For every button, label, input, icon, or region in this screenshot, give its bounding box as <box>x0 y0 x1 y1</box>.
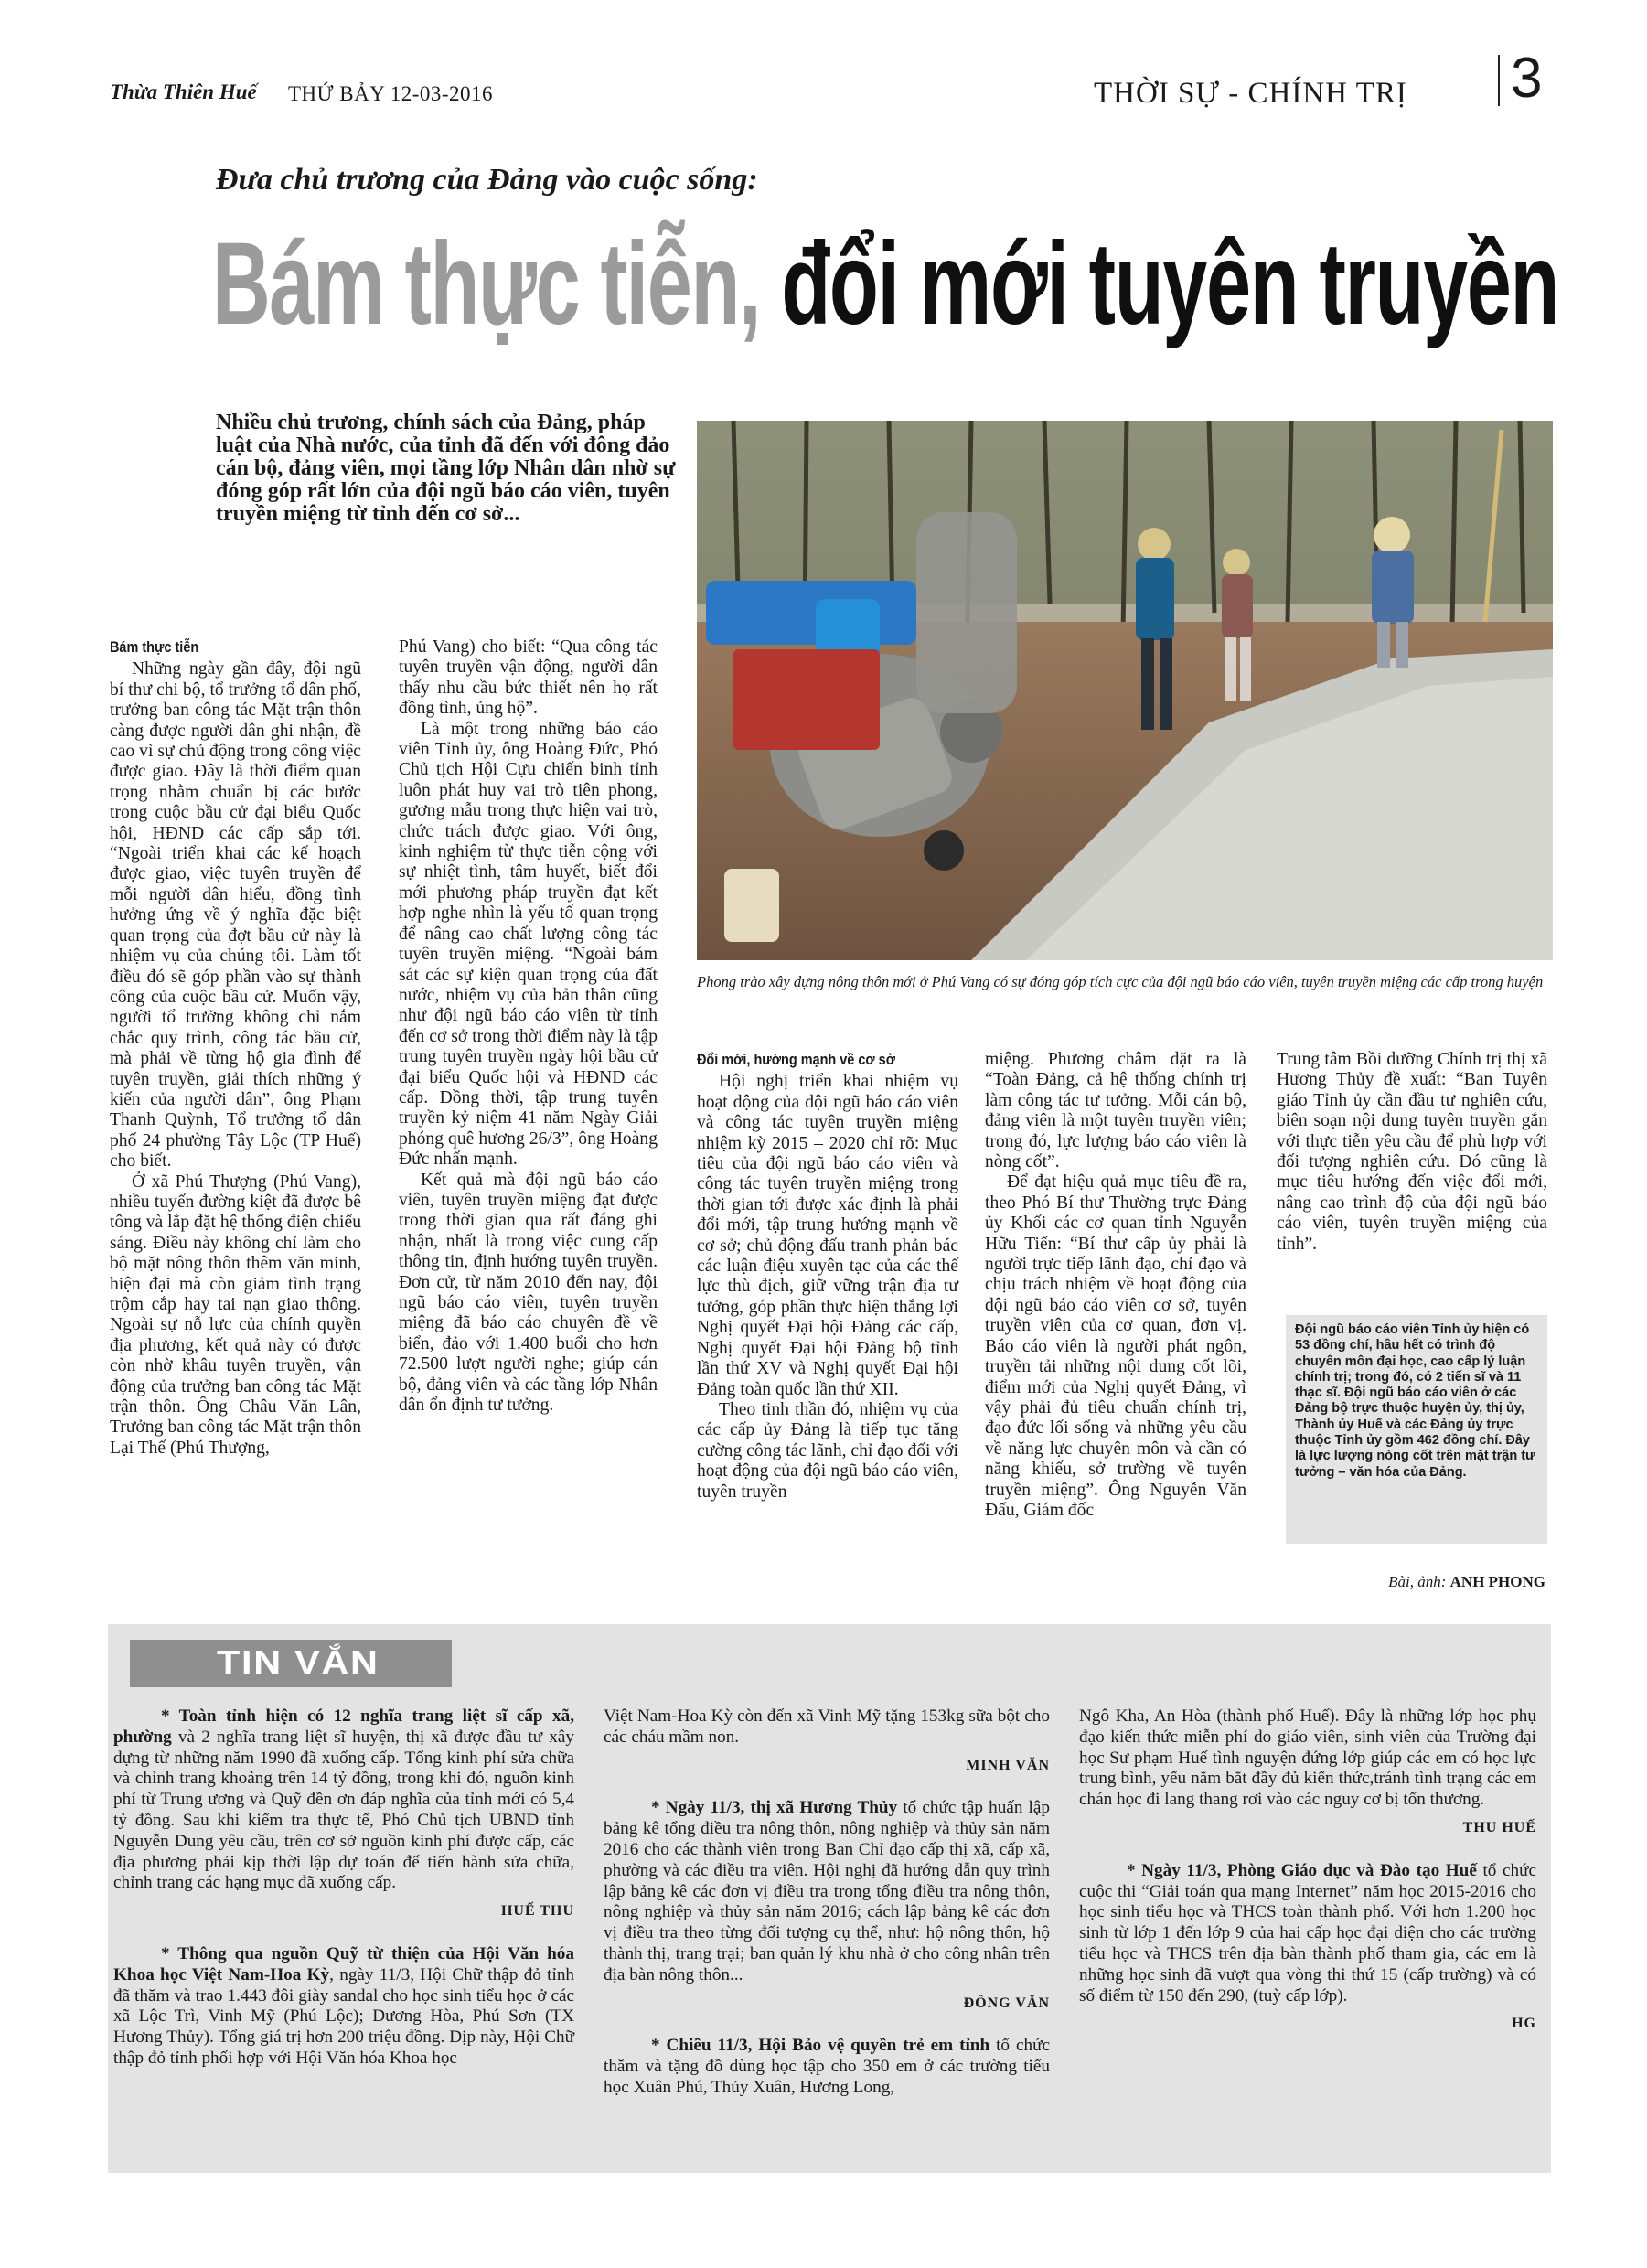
brief-item <box>604 1706 1050 1776</box>
article-photo <box>697 421 1553 960</box>
brief-item <box>113 1944 574 2070</box>
brief-item <box>1079 1706 1536 1839</box>
brief-signature: HG <box>1512 2016 1536 2032</box>
article-column-2 <box>399 637 658 1416</box>
brief-lead: * Toàn tỉnh hiện có 12 nghĩa trang liệt sĩ cấp xã, phường <box>113 1706 574 1747</box>
article-lead: Nhiều chủ trương, chính sách của Đảng, pháp luật của Nhà nước, của tỉnh đã đến với đông đảo cán bộ, đảng viên, mọi tầng lớp Nhân dân nhờ sự đóng góp rất lớn của đội ngũ báo cáo viên, tuyên truyền miệng từ tỉnh đến cơ sở... <box>216 411 676 526</box>
article-column-1 <box>110 637 361 1459</box>
brief-text: Việt Nam-Hoa Kỳ còn đến xã Vinh Mỹ tặng 153kg sữa bột cho các cháu mầm non. <box>604 1706 1050 1747</box>
brief-item <box>1079 1861 1536 2035</box>
brief-text: Ngô Kha, An Hòa (thành phố Huế). Đây là những lớp học phụ đạo kiến thức miễn phí do giáo viên, sinh viên của Trường đại học Sư phạm Huế tình nguyện đứng lớp giúp các em có học lực trung bình, yếu nắm bắt đầy đủ kiến thức,tránh tình trạng các em chán học đi lang thang rơi vào các nguy cơ bị tổn thương. <box>1079 1706 1536 1810</box>
paragraph: Kết quả mà đội ngũ báo cáo viên, tuyên truyền miệng đạt được trong thời gian qua rất đáng ghi nhận, nhất là trong việc cung cấp thông tin, định hướng tuyên truyền. Đơn cử, từ năm 2010 đến nay, đội ngũ báo cáo viên, tuyên truyền miệng đã báo cáo chuyên đề về biển, đảo với 1.400 buổi cho hơn 72.500 lượt người nghe; giúp cán bộ, đảng viên và các tầng lớp Nhân dân ổn định tư tưởng. <box>399 1170 658 1416</box>
brief-signature: HUẾ THU <box>500 1903 574 1920</box>
photo-caption: Phong trào xây dựng nông thôn mới ở Phú Vang có sự đóng góp tích cực của đội ngũ báo cáo viên, tuyên truyền miệng các cấp trong huyện <box>697 973 1544 990</box>
brief-lead: * Ngày 11/3, thị xã Hương Thủy <box>651 1798 898 1818</box>
briefs-column-2 <box>604 1706 1050 2106</box>
brief-lead: * Chiều 11/3, Hội Bảo vệ quyền trẻ em tỉnh <box>651 2036 990 2056</box>
paragraph: Phú Vang) cho biết: “Qua công tác tuyên truyền vận động, người dân thấy nhu cầu bức thiết nên họ rất đồng tình, ủng hộ”. <box>399 637 658 719</box>
briefs-column-1 <box>113 1706 574 2077</box>
subhead-doi-moi: Đổi mới, hướng mạnh về cơ sở <box>697 1051 895 1068</box>
section-name: THỜI SỰ - CHÍNH TRỊ <box>1094 77 1407 110</box>
byline <box>1363 1573 1545 1591</box>
paragraph: Ở xã Phú Thượng (Phú Vang), nhiều tuyến đường kiệt đã được bê tông và lắp đặt hệ thống điện chiếu sáng. Điều này không chỉ làm cho bộ mặt nông thôn thêm văn minh, hiện đại mà còn giảm tình trạng trộm cắp hay tai nạn giao thông. Ngoài sự nỗ lực của chính quyền địa phương, kết quả này có được còn nhờ khâu tuyên truyền, vận động của trưởng ban công tác Mặt trận thôn. Ông Châu Văn Lân, Trưởng ban công tác Mặt trận thôn Lại Thế (Phú Thượng, <box>110 1171 361 1458</box>
brief-lead: * Ngày 11/3, Phòng Giáo dục và Đào tạo Huế <box>1127 1860 1477 1880</box>
byline-label: Bài, ảnh: <box>1388 1573 1447 1590</box>
paragraph: Trung tâm Bồi dưỡng Chính trị thị xã Hương Thủy đề xuất: “Ban Tuyên giáo Tỉnh ủy cần đầu tư nghiên cứu, biên soạn nội dung tuyên truyền gắn với thực tiễn yêu cầu để phù hợp với đối tượng nghiên cứu. Đó cũng là mục tiêu hướng đến việc đổi mới, nâng cao trình độ của đội ngũ báo cáo viên, tuyên truyền miệng của tỉnh”. <box>1277 1050 1547 1254</box>
paragraph: Theo tinh thần đó, nhiệm vụ của các cấp ủy Đảng là tiếp tục tăng cường công tác lãnh, chỉ đạo đối với hoạt động của đội ngũ báo cáo viên, tuyên truyền <box>697 1399 958 1502</box>
paragraph: Để đạt hiệu quả mục tiêu đề ra, theo Phó Bí thư Thường trực Đảng ủy Khối các cơ quan tỉnh Nguyễn Hữu Tiến: “Bí thư cấp ủy phải là người trực tiếp lãnh đạo, chỉ đạo và chịu trách nhiệm về hoạt động của đội ngũ báo cáo viên cơ sở, tuyên truyền viên của cơ quan, đơn vị. Báo cáo viên là người phát ngôn, truyền tải những nội dung cốt lõi, điểm mới của Nghị quyết Đảng, vì vậy phải đủ tiêu chuẩn chính trị, đạo đức lối sống và những yêu cầu về năng lực chuyên môn và cần có năng khiếu, sở trường về tuyên truyền miệng”. Ông Nguyễn Văn Đấu, Giám đốc <box>985 1172 1246 1520</box>
byline-author: ANH PHONG <box>1449 1573 1545 1590</box>
article-headline <box>212 216 1558 353</box>
brief-text: , ngày 11/3, Hội Chữ thập đỏ tỉnh đã thăm và trao 1.443 đôi giày sandal cho học sinh tiểu học ở các xã Lộc Trì, Vinh Mỹ (Phú Lộc); Dương Hòa, Phú Sơn (TX Hương Thủy). Tổng giá trị hơn 200 triệu đồng. Dịp này, Hội Chữ thập đỏ tỉnh phối hợp với Hội Văn hóa Khoa học <box>113 1964 575 2068</box>
headline-part-2: đổi mới tuyên truyền <box>781 219 1559 349</box>
headline-part-1: Bám thực tiễn, <box>212 219 761 349</box>
brief-text: tổ chức tập huấn lập bảng kê tổng điều tra nông thôn, nông nghiệp và thủy sản năm 2016 cho các thành viên trong Ban Chỉ đạo cấp thị xã, cấp xã, phường và các điều tra viên. Hội nghị đã hướng dẫn quy trình lập bảng kê các đơn vị điều tra trong tổng điều tra nông thôn, nông nghiệp và thủy sản năm 2016; cách lập bảng kê các đơn vị điều tra theo từng đối tượng cụ thể, như: hộ nông thôn, hộ thành thị, trang trại; ban quản lý khu nhà ở cho công nhân trên địa bàn nông thôn... <box>604 1798 1050 1984</box>
paragraph: Những ngày gần đây, đội ngũ bí thư chi bộ, tổ trưởng tổ dân phố, trưởng ban công tác Mặt trận thôn càng được người dân ghi nhận, đề cao vì sự chủ động trong công việc được giao. Đây là thời điểm quan trọng nhằm chuẩn bị các bước trong cuộc bầu cử đại biểu Quốc hội, HĐND các cấp sắp tới. “Ngoài triển khai các kế hoạch được giao, việc tuyên truyền để mỗi người dân hiểu, đồng tình hưởng ứng về ý nghĩa đặc biệt quan trọng của đợt bầu cử này là nhiệm vụ của chúng tôi. Làm tốt điều đó sẽ góp phần vào sự thành công của cuộc bầu cử. Muốn vậy, người tổ trưởng không chỉ nắm chắc quy trình, công tác bầu cử, mà phải về từng hộ gia đình để tuyên truyền, giải thích những ý kiến của người dân”, ông Phạm Thanh Quỳnh, Tổ trưởng tổ dân phố 24 phường Tây Lộc (TP Huế) cho biết. <box>110 659 361 1171</box>
brief-text: tổ chức cuộc thi “Giải toán qua mạng Internet” năm học 2015-2016 cho học sinh tiểu học và THCS toàn thành phố. Với hơn 1.200 học sinh từ lớp 1 đến lớp 9 của hai cấp học đại diện cho các trường tiểu học và THCS trên địa bàn thành phố tham gia, các em là những học sinh đã vượt qua vòng thi thứ 15 (cấp trường) và có số điểm từ 150 đến 290, (tuỳ cấp lớp). <box>1079 1860 1537 2006</box>
paper-name: Thừa Thiên Huế <box>110 80 257 103</box>
brief-item <box>604 1798 1050 2014</box>
briefs-column-3 <box>1079 1706 1536 2057</box>
article-column-3 <box>697 1050 958 1503</box>
brief-item <box>604 2036 1050 2098</box>
news-briefs-label: TIN VẮN <box>217 1643 380 1681</box>
subhead-bam-thuc-tien: Bám thực tiễn <box>110 638 199 656</box>
brief-text: và 2 nghĩa trang liệt sĩ huyện, thị xã được đầu tư xây dựng từ những năm 1990 đã xuống cấp. Tổng kinh phí sửa chữa và chỉnh trang khoảng trên 14 tỷ đồng, trong khi đó, nguồn kinh phí từ Trung ương và Quỹ đền ơn đáp nghĩa của tỉnh mới có 5,4 tỷ đồng. Sau khi kiểm tra thực tế, Phó Chủ tịch UBND tỉnh Nguyễn Dung yêu cầu, trên cơ sở nguồn kinh phí được cấp, các địa phương phải kịp thời lập dự toán để tiến hành sửa chữa, chỉnh trang các hạng mục đã xuống cấp. <box>113 1727 574 1893</box>
issue-date: THỨ BẢY 12-03-2016 <box>288 82 494 105</box>
paragraph: Hội nghị triển khai nhiệm vụ hoạt động của đội ngũ báo cáo viên và công tác tuyên truyền miệng nhiệm kỳ 2015 – 2020 chỉ rõ: Mục tiêu của đội ngũ báo cáo viên và công tác tuyên truyền miệng trong thời gian tới được xác định là phải đổi mới, tập trung hướng mạnh về cơ sở; chủ động đấu tranh phản bác các luận điệu xuyên tạc của các thế lực thù địch, giữ vững trận địa tư tưởng, góp phần thực hiện thắng lợi Nghị quyết Đại hội Đảng các cấp, Nghị quyết Đại hội Đảng bộ tỉnh lần thứ XV và Nghị quyết Đại hội Đảng toàn quốc lần thứ XII. <box>697 1072 958 1399</box>
paragraph: Là một trong những báo cáo viên Tỉnh ủy, ông Hoàng Đức, Phó Chủ tịch Hội Cựu chiến binh tỉnh luôn phát huy vai trò tiên phong, gương mẫu trong thực hiện vai trò, chức trách được giao. Với ông, kinh nghiệm từ thực tiễn cộng với sự nhiệt tình, tâm huyết, biết đổi mới phương pháp truyền đạt kết hợp nghe nhìn là yếu tố quan trọng để nâng cao chất lượng công tác tuyên truyền miệng. “Ngoài bám sát các sự kiện quan trọng của đất nước, nhiệm vụ của bản thân cũng như đội ngũ báo cáo viên từ tỉnh đến cơ sở trong thời điểm này là tập trung tuyên truyền ngày hội bầu cử đại biểu Quốc hội và HĐND các cấp. Đồng thời, tập trung tuyên truyền kỷ niệm 41 năm Ngày Giải phóng quê hương 26/3”, ông Hoàng Đức nhấn mạnh. <box>399 719 658 1170</box>
paragraph: miệng. Phương châm đặt ra là “Toàn Đảng, cả hệ thống chính trị làm công tác tư tưởng. Mỗi cán bộ, đảng viên là một tuyên truyền viên; trong đó, lực lượng báo cáo viên là nòng cốt”. <box>985 1050 1246 1172</box>
brief-item <box>113 1706 574 1922</box>
construction-scene-image <box>697 421 1553 960</box>
article-column-4 <box>985 1050 1246 1521</box>
brief-lead: * Thông qua nguồn Quỹ từ thiện của Hội Văn hóa Khoa học Việt Nam-Hoa Kỳ <box>113 1943 574 1984</box>
article-column-5 <box>1277 1050 1547 1255</box>
brief-signature: ĐÔNG VĂN <box>963 1995 1050 2011</box>
fact-box: Đội ngũ báo cáo viên Tỉnh ủy hiện có 53 đồng chí, hầu hết có trình độ chuyên môn đại học, cao cấp lý luận chính trị; trong đó, có 2 tiến sĩ và 11 thạc sĩ. Đội ngũ báo cáo viên ở các Đảng bộ trực thuộc huyện ủy, thị ủy, Thành ủy Huế và các Đảng ủy trực thuộc Tỉnh ủy gồm 462 đồng chí. Đây là lực lượng nòng cốt trên mặt trận tư tưởng – văn hóa của Đảng. <box>1286 1315 1547 1544</box>
page-number: 3 <box>1511 47 1543 110</box>
brief-signature: THU HUẾ <box>1462 1819 1536 1835</box>
brief-signature: MINH VĂN <box>966 1757 1050 1773</box>
article-kicker: Đưa chủ trương của Đảng vào cuộc sống: <box>216 163 758 197</box>
brief-text: tổ chức thăm và tặng đồ dùng học tập cho 350 em ở các trường tiểu học Xuân Phú, Thủy Xuân, Hương Long, <box>604 2036 1051 2097</box>
page-number-divider <box>1498 55 1500 106</box>
